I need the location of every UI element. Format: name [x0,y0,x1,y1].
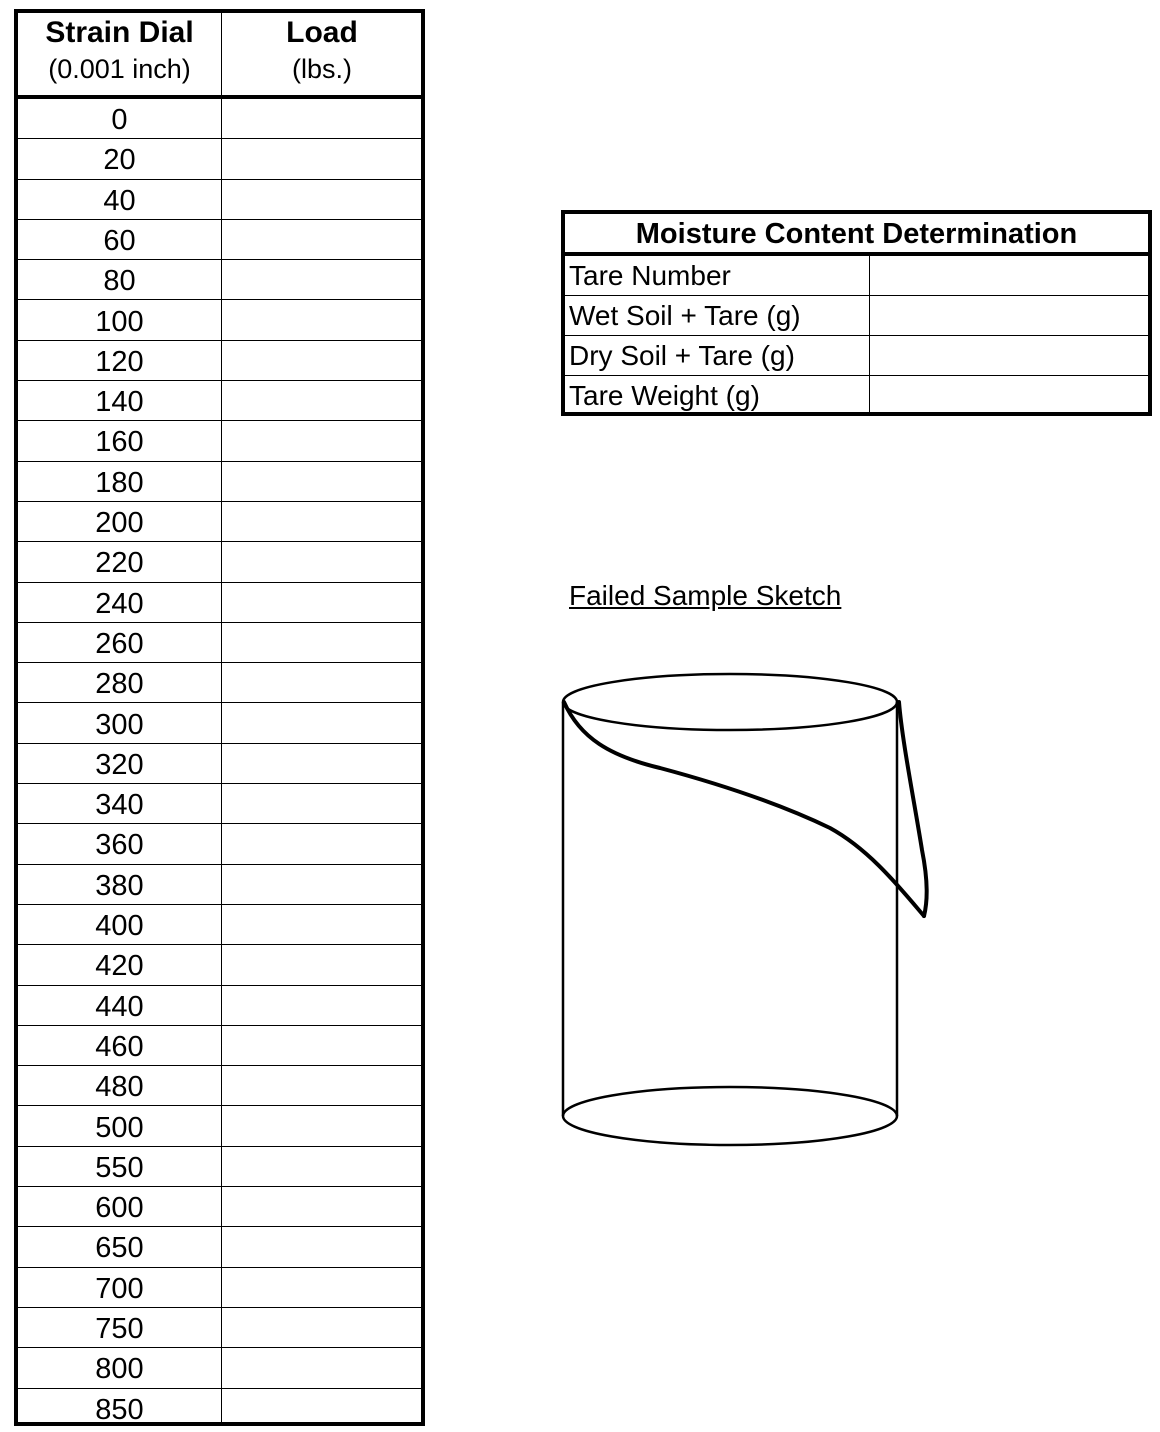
load-cell[interactable] [223,905,421,945]
strain-table-header [18,13,421,99]
load-cell[interactable] [223,1026,421,1066]
load-cell[interactable] [223,583,421,623]
table-row [18,1147,421,1187]
strain-dial-value: 240 [95,587,144,620]
load-cell[interactable] [223,1389,421,1429]
load-cell[interactable] [223,1187,421,1227]
strain-dial-value: 420 [95,950,144,983]
moisture-row-label: Wet Soil + Tare (g) [569,300,801,331]
load-cell[interactable] [223,744,421,784]
load-cell[interactable] [223,462,421,502]
table-row [18,784,421,824]
load-cell[interactable] [223,341,421,381]
moisture-row-label: Dry Soil + Tare (g) [569,340,795,371]
load-cell[interactable] [223,180,421,220]
load-cell[interactable] [223,704,421,744]
load-cell[interactable] [223,502,421,542]
load-cell[interactable] [223,260,421,300]
load-cell[interactable] [223,421,421,461]
strain-dial-header: Strain Dial [45,16,194,49]
moisture-row [565,256,1148,296]
strain-dial-value: 280 [95,668,144,701]
load-cell[interactable] [223,865,421,905]
table-row [18,341,421,381]
strain-dial-value: 380 [95,869,144,902]
strain-dial-value: 750 [95,1313,144,1345]
moisture-value-cell[interactable] [869,376,1148,416]
strain-dial-value: 500 [95,1111,144,1144]
load-cell[interactable] [223,784,421,824]
load-cell[interactable] [223,1308,421,1348]
moisture-table-title: Moisture Content Determination [565,214,1148,256]
table-row [18,1026,421,1066]
strain-dial-value: 180 [95,466,144,499]
table-row [18,220,421,260]
strain-dial-value: 800 [95,1353,144,1386]
load-cell[interactable] [223,1268,421,1308]
strain-dial-unit: (0.001 inch) [48,54,191,84]
load-cell[interactable] [223,623,421,663]
strain-dial-value: 460 [95,1030,144,1063]
strain-dial-value: 850 [95,1393,144,1426]
strain-dial-value: 200 [95,507,144,539]
strain-dial-value: 100 [95,305,144,338]
strain-dial-value: 260 [95,627,144,660]
table-row [18,1308,421,1348]
table-row [18,139,421,179]
moisture-row-label: Tare Number [569,260,731,291]
table-row [18,945,421,985]
strain-dial-value: 480 [95,1071,144,1104]
strain-dial-value: 360 [95,829,144,862]
strain-dial-value: 600 [95,1192,144,1225]
table-row [18,260,421,300]
table-row [18,542,421,582]
failed-sample-cylinder-sketch [550,660,930,1160]
table-row [18,865,421,905]
table-row [18,744,421,784]
strain-dial-value: 440 [95,990,144,1023]
strain-dial-value: 340 [95,789,144,822]
load-header: Load [286,16,358,49]
load-cell[interactable] [223,139,421,179]
load-cell[interactable] [223,824,421,864]
table-row [18,1268,421,1308]
load-cell[interactable] [223,1147,421,1187]
strain-dial-value: 700 [95,1272,144,1305]
strain-dial-value: 0 [111,104,128,136]
table-row [18,1187,421,1227]
load-cell[interactable] [223,542,421,582]
strain-load-table [14,9,425,1426]
sketch-title: Failed Sample Sketch [569,580,842,611]
table-row [18,462,421,502]
strain-dial-value: 40 [103,184,136,217]
table-row [18,99,421,139]
load-cell[interactable] [223,381,421,421]
load-cell[interactable] [223,986,421,1026]
moisture-row [565,336,1148,376]
table-row [18,1107,421,1147]
strain-dial-value: 650 [95,1232,144,1265]
load-cell[interactable] [223,1227,421,1267]
moisture-row [565,376,1148,416]
load-cell[interactable] [223,945,421,985]
strain-dial-value: 550 [95,1151,144,1184]
load-cell[interactable] [223,301,421,341]
strain-dial-value: 20 [103,144,136,177]
table-row [18,301,421,341]
strain-dial-value: 160 [95,426,144,459]
moisture-value-cell[interactable] [869,256,1148,295]
strain-dial-value: 400 [95,910,144,942]
cylinder-bottom [563,1087,897,1145]
load-cell[interactable] [223,99,421,139]
strain-dial-value: 60 [103,224,136,257]
load-cell[interactable] [223,663,421,703]
strain-dial-value: 140 [95,386,144,419]
load-unit: (lbs.) [292,54,352,84]
load-cell[interactable] [223,1107,421,1147]
table-row [18,663,421,703]
table-row [18,905,421,945]
table-row [18,1389,421,1429]
load-cell[interactable] [223,220,421,260]
moisture-row-label: Tare Weight (g) [569,380,760,411]
table-row [18,180,421,220]
strain-dial-value: 120 [95,345,144,378]
table-row [18,381,421,421]
table-row [18,623,421,663]
table-row [18,1227,421,1267]
strain-dial-value: 320 [95,748,144,781]
moisture-content-table [561,210,1152,416]
strain-dial-value: 220 [95,547,144,580]
load-cell[interactable] [223,1066,421,1106]
table-row [18,824,421,864]
moisture-value-cell[interactable] [869,336,1148,375]
moisture-row [565,296,1148,336]
table-row [18,421,421,461]
table-row [18,704,421,744]
failure-plane-curve [564,702,924,916]
load-cell[interactable] [223,1348,421,1388]
moisture-value-cell[interactable] [869,296,1148,335]
table-row [18,583,421,623]
cylinder-top [563,674,897,730]
table-row [18,1066,421,1106]
failure-plane-edge [899,702,927,916]
table-row [18,986,421,1026]
strain-dial-value: 80 [103,265,136,298]
table-row [18,502,421,542]
table-row [18,1348,421,1388]
strain-dial-value: 300 [95,708,144,741]
